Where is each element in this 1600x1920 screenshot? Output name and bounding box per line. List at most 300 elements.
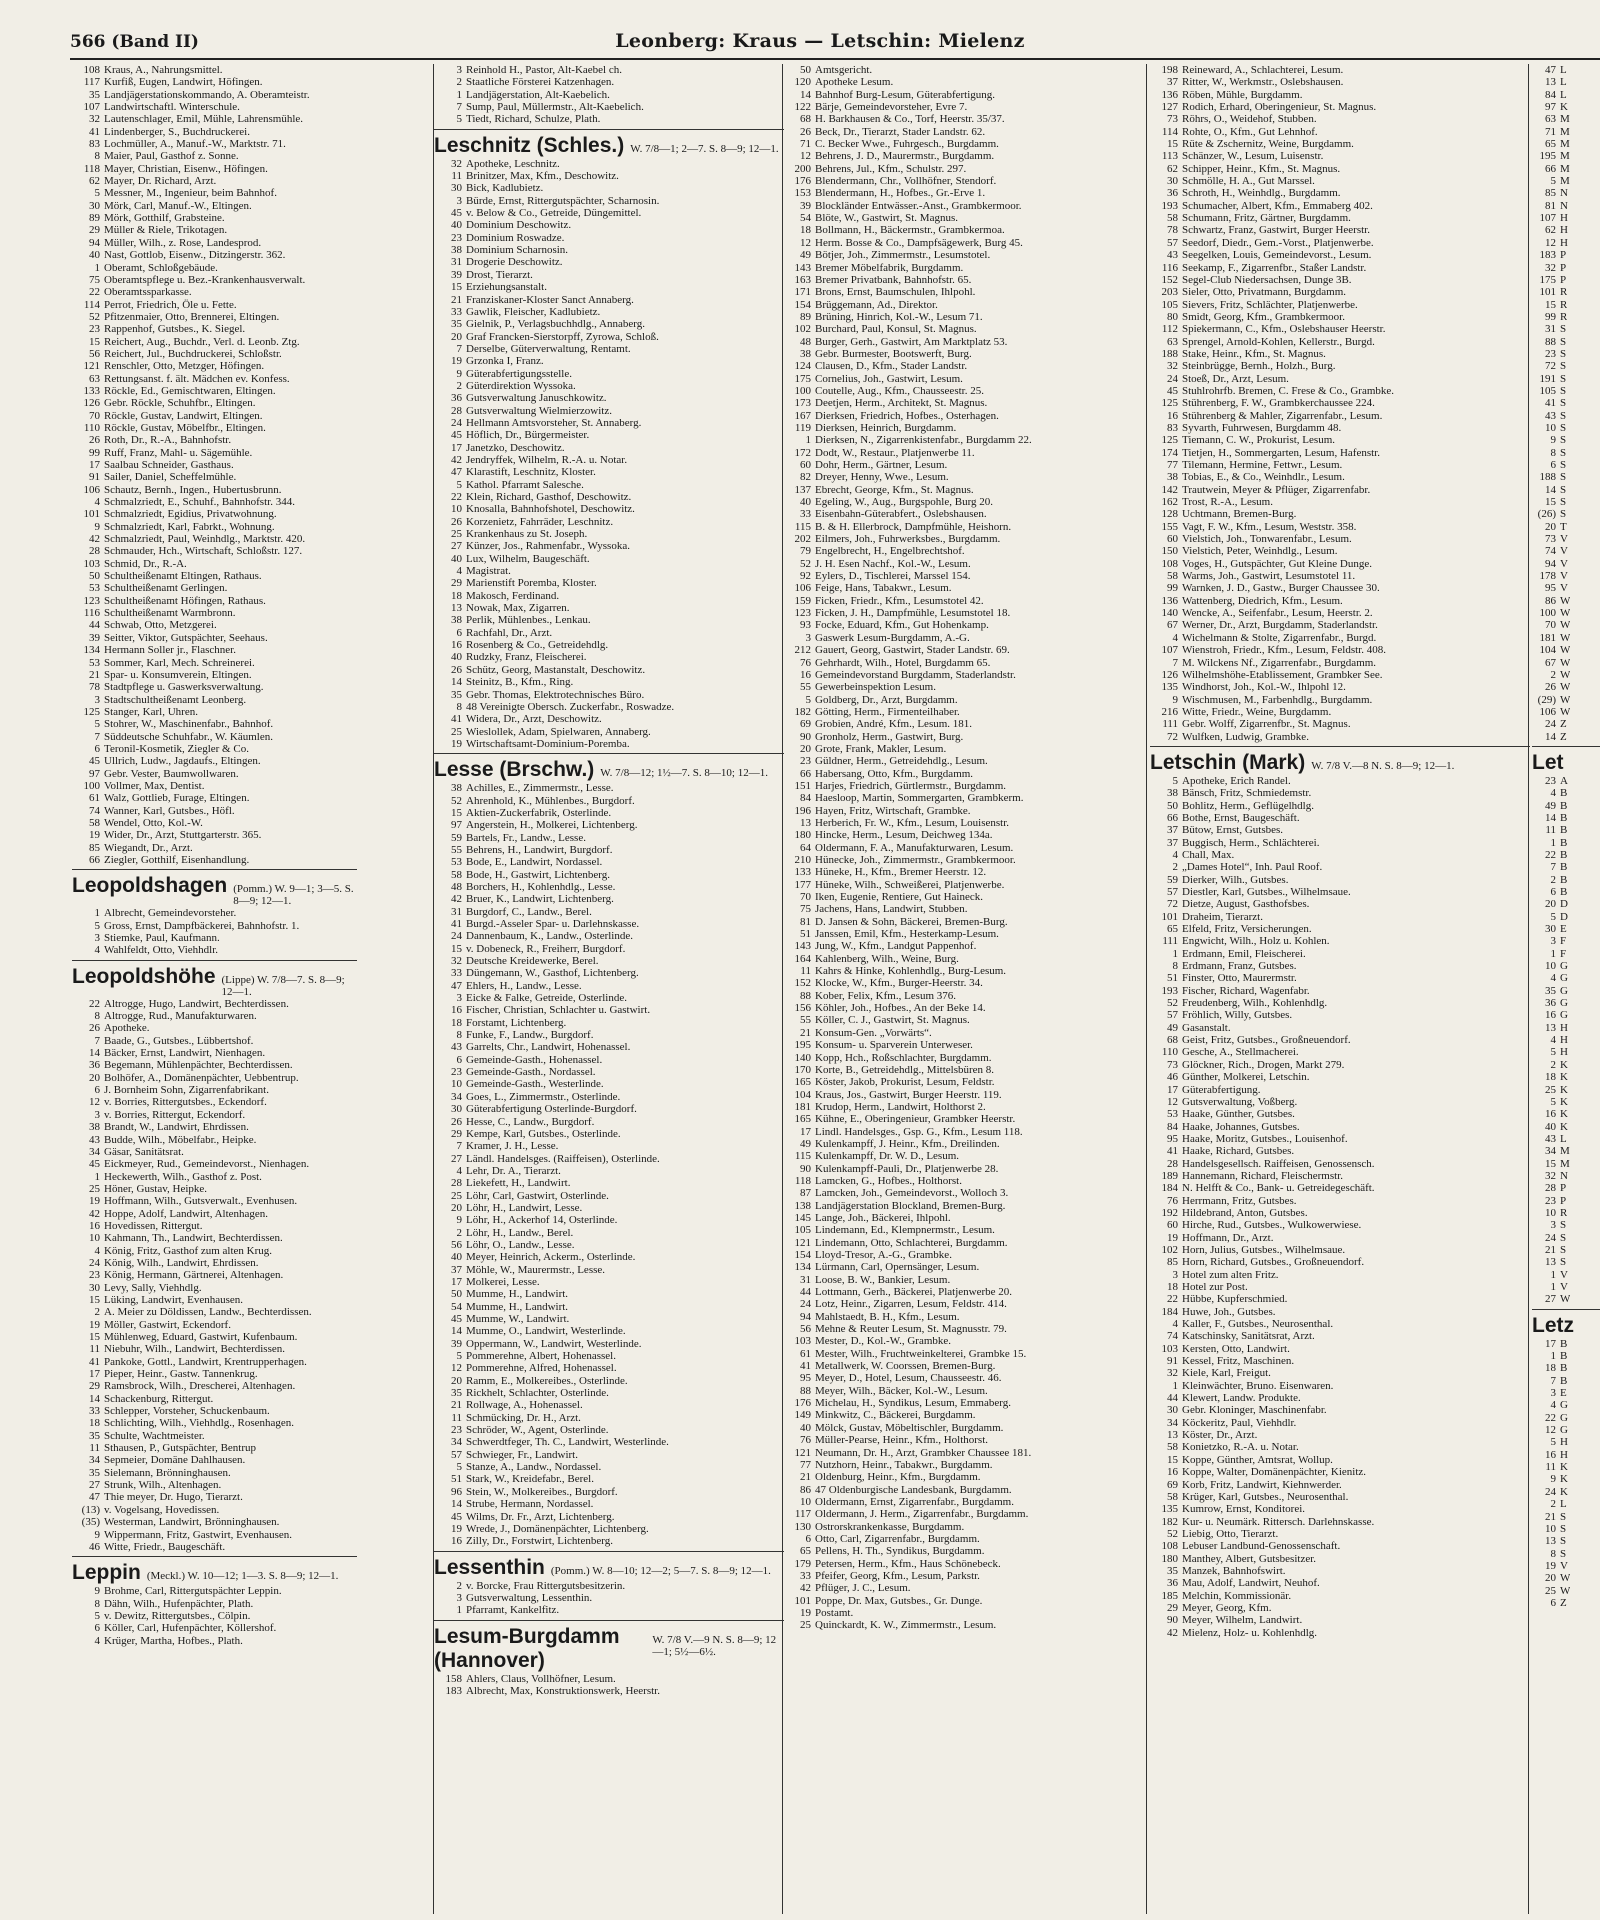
directory-entry xyxy=(1532,484,1600,496)
subscriber-name: W xyxy=(1560,705,1571,718)
subscriber-name: A. Meier zu Döldissen, Landw., Bechterdissen. xyxy=(104,1306,312,1319)
phone-number: 21 xyxy=(800,1471,811,1484)
town-heading xyxy=(72,874,357,907)
phone-number: 200 xyxy=(794,162,811,175)
directory-entry xyxy=(783,1175,1143,1187)
phone-number: 52 xyxy=(451,794,462,807)
subscriber-name: Sailer, Daniel, Scheffelmühle. xyxy=(104,471,237,484)
town-heading xyxy=(434,758,784,782)
subscriber-name: Hoppe, Adolf, Landwirt, Altenhagen. xyxy=(104,1207,269,1220)
directory-entry xyxy=(1150,669,1530,681)
column-4 xyxy=(1150,64,1530,1916)
subscriber-name: Gebr. Vester, Baumwollwaren. xyxy=(104,767,239,780)
directory-entry xyxy=(72,1220,357,1232)
directory-entry xyxy=(783,805,1143,817)
subscriber-name: v. Dewitz, Rittergutsbes., Cölpin. xyxy=(104,1609,251,1622)
phone-number: 32 xyxy=(1167,360,1178,373)
subscriber-name: L xyxy=(1560,76,1567,89)
directory-entry xyxy=(1532,1436,1600,1448)
directory-entry xyxy=(1532,1219,1600,1231)
directory-entry xyxy=(1150,373,1530,385)
subscriber-name: Dannenbaum, K., Landw., Osterlinde. xyxy=(466,930,633,943)
subscriber-name: Löhr, H., Ackerhof 14, Osterlinde. xyxy=(466,1214,618,1227)
directory-entry xyxy=(434,1004,784,1016)
subscriber-name: L xyxy=(1560,64,1567,76)
directory-entry xyxy=(72,224,357,236)
directory-entry xyxy=(1150,459,1530,471)
phone-number: 13 xyxy=(451,602,462,615)
directory-entry xyxy=(1532,923,1600,935)
directory-entry xyxy=(1150,545,1530,557)
phone-number: 85 xyxy=(89,841,100,854)
directory-entry xyxy=(72,459,357,471)
subscriber-name: Mehne & Reuter Lesum, St. Magnusstr. 79. xyxy=(815,1323,1007,1336)
directory-entry xyxy=(783,928,1143,940)
directory-section xyxy=(72,960,357,1553)
phone-number: 14 xyxy=(89,1392,100,1405)
phone-number: 145 xyxy=(794,1211,811,1224)
subscriber-name: Röben, Mühle, Burgdamm. xyxy=(1182,88,1303,101)
subscriber-name: Gemeindevorstand Burgdamm, Staderlandstr. xyxy=(815,668,1016,681)
directory-entry xyxy=(783,64,1143,76)
directory-entry xyxy=(72,768,357,780)
directory-entry xyxy=(72,1059,357,1071)
phone-number: 38 xyxy=(451,614,462,627)
subscriber-name: Pommerehne, Albert, Hohenassel. xyxy=(466,1350,616,1363)
phone-number: 13 xyxy=(1545,76,1556,89)
phone-number: 195 xyxy=(1539,150,1556,163)
directory-entry xyxy=(72,1356,357,1368)
phone-number: 189 xyxy=(1161,1169,1178,1182)
directory-entry xyxy=(783,990,1143,1002)
directory-entry xyxy=(783,681,1143,693)
subscriber-name: Zilly, Dr., Forstwirt, Lichtenberg. xyxy=(466,1535,613,1548)
subscriber-name: Köller, Carl, Hufenpächter, Köllershof. xyxy=(104,1622,277,1635)
phone-number: 10 xyxy=(1545,960,1556,973)
subscriber-name: 48 Vereinigte Obersch. Zuckerfabr., Roswadze. xyxy=(466,700,675,713)
town-heading xyxy=(1150,751,1530,775)
directory-entry xyxy=(434,1041,784,1053)
subscriber-name: S xyxy=(1560,483,1567,496)
directory-entry xyxy=(1150,1244,1530,1256)
directory-entry xyxy=(783,249,1143,261)
subscriber-name: Steinitz, B., Kfm., Ring. xyxy=(466,676,574,689)
phone-number: 54 xyxy=(800,212,811,225)
phone-number: 82 xyxy=(800,471,811,484)
phone-number: 7 xyxy=(94,730,100,743)
directory-entry xyxy=(783,533,1143,545)
subscriber-name: Altrogge, Rud., Manufakturwaren. xyxy=(104,1010,257,1023)
directory-entry xyxy=(72,582,357,594)
phone-number: 25 xyxy=(89,1182,100,1195)
directory-entry xyxy=(434,343,784,355)
directory-entry xyxy=(1150,286,1530,298)
phone-number: 38 xyxy=(1167,471,1178,484)
office-hours: (Pomm.) W. 8—10; 12—2; 5—7. S. 8—9; 12—1. xyxy=(550,1564,771,1577)
phone-number: 154 xyxy=(794,1249,811,1261)
phone-number: 53 xyxy=(89,656,100,669)
phone-number: 103 xyxy=(794,1335,811,1348)
directory-entry xyxy=(434,442,784,454)
subscriber-name: Erdmann, Franz, Gutsbes. xyxy=(1182,960,1297,973)
subscriber-name: Herm. Bosse & Co., Dampfsägewerk, Burg 45. xyxy=(815,236,1023,249)
phone-number: 28 xyxy=(451,1177,462,1190)
column-2 xyxy=(434,64,784,1916)
subscriber-name: Lindemann, Otto, Schlachterei, Burgdamm. xyxy=(815,1236,1008,1249)
directory-entry xyxy=(1150,812,1530,824)
subscriber-name: Apotheke Lesum. xyxy=(815,76,894,89)
phone-number: 8 xyxy=(94,1010,100,1023)
subscriber-name: Seitter, Viktor, Gutspächter, Seehaus. xyxy=(104,631,268,644)
town-name: Lessenthin xyxy=(434,1555,545,1579)
subscriber-name: H xyxy=(1560,1448,1568,1461)
directory-entry xyxy=(783,669,1143,681)
phone-number: 23 xyxy=(1545,1194,1556,1207)
section-rule xyxy=(1532,1309,1600,1310)
phone-number: 10 xyxy=(800,1495,811,1508)
subscriber-name: Drogerie Deschowitz. xyxy=(466,256,563,269)
subscriber-name: Tobias, E., & Co., Weinhdlr., Lesum. xyxy=(1182,471,1345,484)
directory-entry xyxy=(1532,545,1600,557)
directory-entry xyxy=(72,1022,357,1034)
phone-number: 167 xyxy=(794,409,811,422)
directory-entry xyxy=(72,471,357,483)
phone-number: 5 xyxy=(805,693,811,706)
directory-entry xyxy=(1150,1158,1530,1170)
phone-number: 29 xyxy=(451,1127,462,1140)
subscriber-name: Chall, Max. xyxy=(1182,848,1235,861)
phone-number: 159 xyxy=(794,594,811,607)
directory-entry xyxy=(1532,1256,1600,1268)
directory-entry xyxy=(1532,824,1600,836)
directory-entry xyxy=(1150,1269,1530,1281)
directory-entry xyxy=(1532,800,1600,812)
directory-entry xyxy=(72,1393,357,1405)
directory-entry xyxy=(1150,1466,1530,1478)
directory-entry xyxy=(1150,76,1530,88)
phone-number: 42 xyxy=(1167,1626,1178,1639)
directory-entry xyxy=(1150,138,1530,150)
phone-number: 44 xyxy=(800,1286,811,1299)
directory-entry xyxy=(1532,101,1600,113)
directory-entry xyxy=(1150,1417,1530,1429)
directory-entry xyxy=(72,1035,357,1047)
subscriber-name: M xyxy=(1560,150,1570,163)
subscriber-name: Klocke, W., Kfm., Burger-Heerstr. 34. xyxy=(815,977,983,990)
directory-section xyxy=(434,129,784,751)
phone-number: 156 xyxy=(794,1002,811,1015)
phone-number: 106 xyxy=(83,483,100,496)
subscriber-name: Fröhlich, Willy, Gutsbes. xyxy=(1182,1009,1293,1022)
office-hours: W. 7/8—12; 1½—7. S. 8—10; 12—1. xyxy=(600,767,768,780)
directory-entry xyxy=(72,1146,357,1158)
phone-number: 25 xyxy=(451,1189,462,1202)
phone-number: 1 xyxy=(94,907,100,920)
directory-entry xyxy=(434,943,784,955)
phone-number: 125 xyxy=(1161,397,1178,410)
subscriber-name: Gutsverwaltung Januschkowitz. xyxy=(466,392,607,405)
directory-entry xyxy=(1532,200,1600,212)
directory-entry xyxy=(1532,632,1600,644)
directory-entry xyxy=(783,237,1143,249)
directory-entry xyxy=(72,138,357,150)
directory-entry xyxy=(434,689,784,701)
directory-entry xyxy=(434,528,784,540)
subscriber-name: Bremer Möbelfabrik, Burgdamm. xyxy=(815,261,964,274)
subscriber-name: Düngemann, W., Gasthof, Lichtenberg. xyxy=(466,967,639,980)
phone-number: 107 xyxy=(83,101,100,114)
phone-number: 7 xyxy=(1550,861,1556,874)
phone-number: 1 xyxy=(1550,1281,1556,1293)
subscriber-name: G xyxy=(1560,1399,1568,1412)
directory-entry xyxy=(1150,64,1530,76)
subscriber-name: Lindl. Handelsges., Gsp. G., Kfm., Lesum 118. xyxy=(815,1125,1023,1138)
phone-number: 45 xyxy=(451,207,462,220)
subscriber-name: Bütow, Ernst, Gutsbes. xyxy=(1182,824,1284,837)
directory-entry xyxy=(72,558,357,570)
directory-entry xyxy=(1532,582,1600,594)
directory-entry xyxy=(1532,262,1600,274)
directory-entry xyxy=(1150,718,1530,730)
phone-number: 1 xyxy=(1172,947,1178,960)
subscriber-name: Mumme, H., Landwirt. xyxy=(466,1300,569,1313)
phone-number: 11 xyxy=(451,170,462,183)
phone-number: 158 xyxy=(445,1672,462,1685)
directory-entry xyxy=(72,76,357,88)
subscriber-name: Koppe, Walter, Domänenpächter, Kienitz. xyxy=(1182,1466,1367,1479)
directory-entry xyxy=(1532,360,1600,372)
directory-entry xyxy=(1532,669,1600,681)
section-rule xyxy=(434,1551,784,1552)
subscriber-name: Gebr. Burmester, Bootswerft, Burg. xyxy=(815,347,972,360)
directory-entry xyxy=(783,508,1143,520)
directory-entry xyxy=(72,1134,357,1146)
directory-entry xyxy=(783,274,1143,286)
subscriber-name: Schulte, Wachtmeister. xyxy=(104,1429,205,1442)
phone-number: 8 xyxy=(1172,960,1178,973)
phone-number: 51 xyxy=(1167,972,1178,985)
phone-number: 57 xyxy=(451,1448,462,1461)
phone-number: 5 xyxy=(1550,1095,1556,1108)
phone-number: 174 xyxy=(1161,446,1178,459)
subscriber-name: B xyxy=(1560,886,1568,898)
subscriber-name: Habersang, Otto, Kfm., Burgdamm. xyxy=(815,767,974,780)
directory-entry xyxy=(1532,1572,1600,1584)
directory-entry xyxy=(434,1449,784,1461)
subscriber-name: Löhr, O., Landw., Lesse. xyxy=(466,1238,575,1251)
subscriber-name: Baade, G., Gutsbes., Lübbertshof. xyxy=(104,1034,254,1047)
directory-entry xyxy=(72,1442,357,1454)
phone-number: 33 xyxy=(800,1569,811,1582)
subscriber-name: Kober, Felix, Kfm., Lesum 376. xyxy=(815,989,957,1002)
phone-number: 103 xyxy=(1161,1342,1178,1355)
subscriber-name: Wirtschaftsamt-Dominium-Poremba. xyxy=(466,737,630,750)
subscriber-name: Sielemann, Brönninghausen. xyxy=(104,1466,231,1479)
subscriber-name: Schmid, Dr., R.-A. xyxy=(104,557,187,570)
directory-entry xyxy=(1532,508,1600,520)
subscriber-name: Trautwein, Meyer & Pflüger, Zigarrenfabr. xyxy=(1182,483,1371,496)
subscriber-name: Kur- u. Neumärk. Rittersch. Darlehnskasse. xyxy=(1182,1515,1375,1528)
phone-number: 121 xyxy=(83,360,100,373)
directory-entry xyxy=(783,484,1143,496)
subscriber-name: K xyxy=(1560,1095,1568,1108)
subscriber-name: J. H. Esen Nachf., Kol.-W., Lesum. xyxy=(815,557,971,570)
subscriber-name: Krankenhaus zu St. Joseph. xyxy=(466,528,588,541)
directory-entry xyxy=(72,1529,357,1541)
subscriber-name: v. Borries, Rittergutsbes., Eckendorf. xyxy=(104,1096,267,1109)
directory-entry xyxy=(434,281,784,293)
directory-entry xyxy=(1532,837,1600,849)
subscriber-name: Mester, D., Kol.-W., Grambke. xyxy=(815,1335,952,1348)
subscriber-name: Walz, Gottlieb, Furage, Eltingen. xyxy=(104,792,250,805)
subscriber-name: K xyxy=(1560,1058,1568,1071)
page-header xyxy=(70,30,1570,56)
phone-number: 45 xyxy=(1167,384,1178,397)
phone-number: 175 xyxy=(1539,273,1556,286)
directory-entry xyxy=(783,1422,1143,1434)
phone-number: 19 xyxy=(89,1195,100,1208)
phone-number: 4 xyxy=(1172,631,1178,644)
subscriber-name: Warnken, J. D., Gastw., Burger Chaussee 30. xyxy=(1182,582,1380,595)
phone-number: 96 xyxy=(451,1485,462,1498)
directory-entry xyxy=(72,805,357,817)
phone-number: 37 xyxy=(451,1263,462,1276)
phone-number: 1 xyxy=(1550,836,1556,849)
phone-number: 15 xyxy=(89,335,100,348)
phone-number: 37 xyxy=(1167,824,1178,837)
phone-number: 81 xyxy=(1545,199,1556,212)
phone-number: 1 xyxy=(456,88,462,101)
phone-number: 8 xyxy=(1550,1547,1556,1560)
subscriber-name: König, Wilh., Landwirt, Ehrdissen. xyxy=(104,1256,259,1269)
directory-entry xyxy=(1150,837,1530,849)
phone-number: 162 xyxy=(1161,496,1178,509)
phone-number: 20 xyxy=(800,742,811,755)
subscriber-name: H xyxy=(1560,224,1568,237)
phone-number: 1 xyxy=(1550,1350,1556,1363)
subscriber-name: Lochmüller, A., Manuf.-W., Marktstr. 71. xyxy=(104,138,286,151)
directory-entry xyxy=(1150,898,1530,910)
directory-entry xyxy=(1150,150,1530,162)
directory-entry xyxy=(434,1535,784,1547)
subscriber-name: Köller, C. J., Gastwirt, St. Magnus. xyxy=(815,1014,970,1027)
phone-number: 3 xyxy=(805,631,811,644)
subscriber-name: Mumme, O., Landwirt, Westerlinde. xyxy=(466,1325,626,1338)
directory-entry xyxy=(434,1128,784,1140)
phone-number: 18 xyxy=(1545,1071,1556,1084)
phone-number: 19 xyxy=(89,829,100,842)
phone-number: 99 xyxy=(89,446,100,459)
subscriber-name: P xyxy=(1560,273,1567,286)
phone-number: 140 xyxy=(1161,607,1178,620)
subscriber-name: Forstamt, Lichtenberg. xyxy=(466,1016,567,1029)
phone-number: 76 xyxy=(800,656,811,669)
phone-number: 114 xyxy=(83,298,100,311)
subscriber-name: Dohr, Herm., Gärtner, Lesum. xyxy=(815,459,948,471)
section-rule xyxy=(72,1556,357,1557)
directory-entry xyxy=(1532,113,1600,125)
directory-entry xyxy=(72,755,357,767)
directory-entry xyxy=(783,1619,1143,1631)
directory-entry xyxy=(434,1592,784,1604)
subscriber-name: Löhr, Carl, Gastwirt, Osterlinde. xyxy=(466,1189,609,1202)
directory-entry xyxy=(1532,1046,1600,1058)
subscriber-name: Stohrer, W., Maschinenfabr., Bahnhof. xyxy=(104,718,274,731)
phone-number: 37 xyxy=(1167,836,1178,849)
subscriber-name: Pellens, H. Th., Syndikus, Burgdamm. xyxy=(815,1545,985,1558)
subscriber-name: Achilles, E., Zimmermstr., Lesse. xyxy=(466,782,614,795)
subscriber-name: P xyxy=(1560,1182,1567,1195)
phone-number: 53 xyxy=(451,856,462,869)
subscriber-name: Ahrenhold, K., Mühlenbes., Burgdorf. xyxy=(466,794,635,807)
directory-entry xyxy=(434,918,784,930)
phone-number: 181 xyxy=(1539,631,1556,644)
subscriber-name: Kulenkampff, J. Heinr., Kfm., Dreilinden. xyxy=(815,1137,1000,1150)
phone-number: 70 xyxy=(1545,619,1556,632)
directory-entry xyxy=(783,940,1143,952)
subscriber-name: B. & H. Ellerbrock, Dampfmühle, Heishorn. xyxy=(815,520,1012,533)
phone-number: 182 xyxy=(794,705,811,718)
subscriber-name: Diestler, Karl, Gutsbes., Wilhelmsaue. xyxy=(1182,886,1351,898)
phone-number: 49 xyxy=(1167,1021,1178,1034)
subscriber-name: Pieper, Heinr., Gastw. Tannenkrug. xyxy=(104,1368,258,1381)
subscriber-name: B xyxy=(1560,873,1568,886)
phone-number: 28 xyxy=(1167,1157,1178,1170)
subscriber-name: Funke, F., Landw., Burgdorf. xyxy=(466,1029,594,1042)
phone-number: 16 xyxy=(89,1219,100,1232)
subscriber-name: Engelbrecht, H., Engelbrechtshof. xyxy=(815,545,965,558)
subscriber-name: v. Below & Co., Getreide, Düngemittel. xyxy=(466,207,642,220)
subscriber-name: Lehr, Dr. A., Tierarzt. xyxy=(466,1164,561,1177)
subscriber-name: Jung, W., Kfm., Landgut Pappenhof. xyxy=(815,940,977,953)
phone-number: 178 xyxy=(1539,570,1556,583)
phone-number: 24 xyxy=(800,1298,811,1311)
subscriber-name: Meyer, D., Hotel, Lesum, Chausseestr. 46. xyxy=(815,1372,1002,1385)
phone-number: 77 xyxy=(1167,459,1178,471)
directory-entry xyxy=(783,879,1143,891)
directory-entry xyxy=(1532,163,1600,175)
phone-number: 97 xyxy=(1545,101,1556,114)
subscriber-name: N xyxy=(1560,187,1568,200)
phone-number: 7 xyxy=(456,1140,462,1153)
phone-number: 107 xyxy=(1161,644,1178,657)
subscriber-name: Gronholz, Herm., Gastwirt, Burg. xyxy=(815,730,964,743)
phone-number: 68 xyxy=(1167,1034,1178,1047)
subscriber-name: Amtsgericht. xyxy=(815,64,873,76)
subscriber-name: S xyxy=(1560,323,1567,336)
phone-number: 121 xyxy=(794,1236,811,1249)
phone-number: 27 xyxy=(451,540,462,553)
phone-number: 118 xyxy=(83,162,100,175)
subscriber-name: Krüger, Martha, Hofbes., Plath. xyxy=(104,1634,243,1647)
phone-number: 100 xyxy=(83,779,100,792)
directory-entry xyxy=(72,1183,357,1195)
subscriber-name: Lürmann, Carl, Opernsänger, Lesum. xyxy=(815,1261,980,1274)
directory-entry xyxy=(783,768,1143,780)
directory-entry xyxy=(72,101,357,113)
phone-number: 26 xyxy=(451,1115,462,1128)
subscriber-name: Schwieger, Fr., Landwirt. xyxy=(466,1448,578,1461)
phone-number: 89 xyxy=(800,310,811,323)
directory-entry xyxy=(434,967,784,979)
directory-entry xyxy=(72,64,357,76)
directory-entry xyxy=(72,595,357,607)
phone-number: 40 xyxy=(89,249,100,262)
subscriber-name: Hannemann, Richard, Fleischermstr. xyxy=(1182,1169,1343,1182)
phone-number: 58 xyxy=(1167,1441,1178,1454)
subscriber-name: N. Helfft & Co., Bank- u. Getreidegeschäft. xyxy=(1182,1182,1375,1195)
directory-entry xyxy=(434,182,784,194)
